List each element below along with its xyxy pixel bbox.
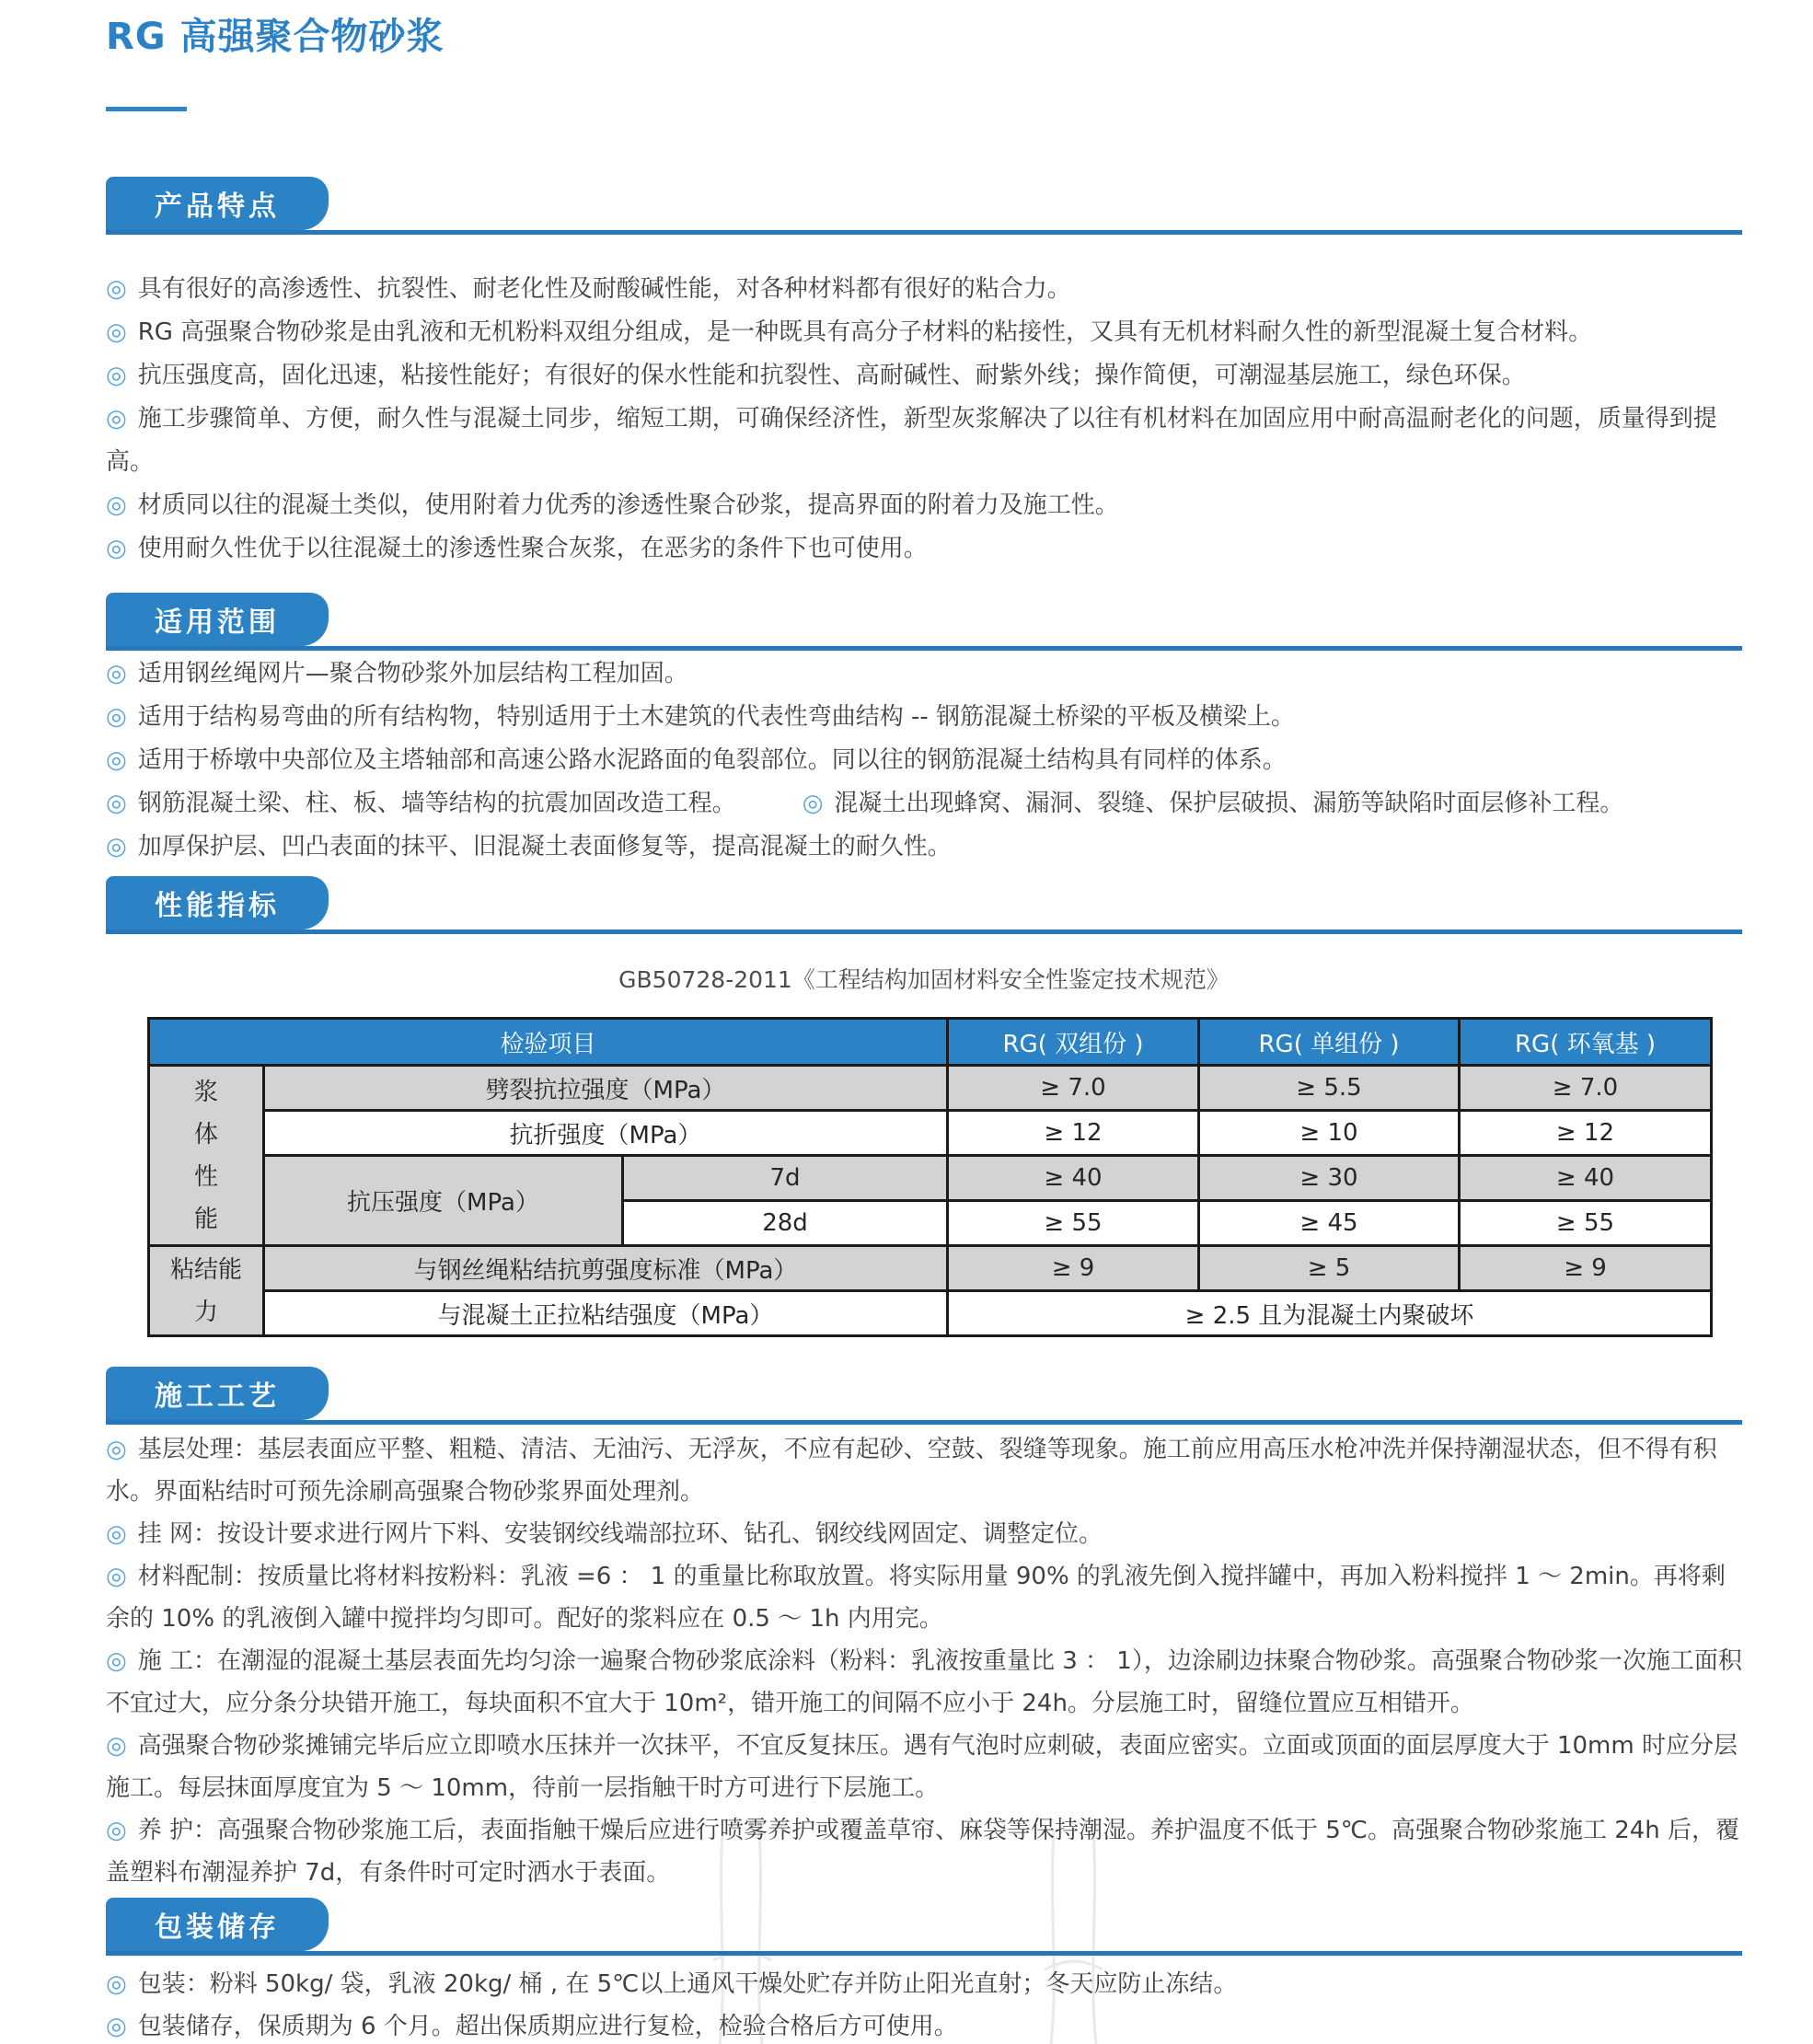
bullet-text: 材质同以往的混凝土类似，使用附着力优秀的渗透性聚合砂浆，提高界面的附着力及施工性。 xyxy=(137,491,1119,519)
section-packaging-storage xyxy=(106,1898,1742,2044)
section-header-application-scope xyxy=(106,593,1742,651)
table-cell-value: ≥ 7.0 xyxy=(1460,1066,1712,1111)
bullet-item xyxy=(106,739,1742,782)
bullet-icon: ◎ xyxy=(106,833,127,860)
table-cell-value: ≥ 12 xyxy=(948,1111,1199,1156)
bullet-icon: ◎ xyxy=(106,790,127,817)
group-label-text: 浆体性能 xyxy=(193,1078,218,1233)
section-title: 施工工艺 xyxy=(155,1380,280,1413)
table-cell-label: 劈裂抗拉强度（MPa） xyxy=(264,1066,948,1111)
table-cell-value: ≥ 9 xyxy=(948,1246,1199,1291)
group-label-paste-performance xyxy=(149,1066,264,1246)
bullet-icon: ◎ xyxy=(106,1436,127,1463)
table-header-row xyxy=(149,1019,1712,1066)
section-title: 包装储存 xyxy=(155,1911,280,1944)
bullet-item xyxy=(106,1428,1742,1513)
bullet-icon: ◎ xyxy=(106,275,127,303)
bullet-icon: ◎ xyxy=(106,318,127,346)
table-cell-label: 与混凝土正拉粘结强度（MPa） xyxy=(264,1291,948,1336)
section-header-packaging-storage xyxy=(106,1898,1742,1956)
bullet-icon: ◎ xyxy=(106,535,127,562)
bullet-item xyxy=(106,398,1742,484)
bullet-text: 抗压强度高，固化迅速，粘接性能好；有很好的保水性能和抗裂性、高耐碱性、耐紫外线；操作简便，可潮湿基层施工，绿色环保。 xyxy=(137,362,1526,389)
table-header-cell-item: 检验项目 xyxy=(149,1019,948,1066)
section-title: 性能指标 xyxy=(155,890,280,922)
bullet-item xyxy=(106,1513,1742,1555)
table-cell-value: ≥ 55 xyxy=(1460,1201,1712,1246)
table-cell-value: ≥ 55 xyxy=(948,1201,1199,1246)
bullet-icon: ◎ xyxy=(106,491,127,519)
bullet-icon: ◎ xyxy=(106,1732,127,1760)
table-cell-label: 与钢丝绳粘结抗剪强度标准（MPa） xyxy=(264,1246,948,1291)
bullet-text: 材料配制：按质量比将材料按粉料：乳液 =6 ： 1 的重量比称取放置。将实际用量 90% 的乳液先倒入搅拌罐中，再加入粉料搅拌 1 ～ 2min。再将剩余的 10% 的乳液倒入罐中搅拌均匀即可。配好的浆料应在 0.5 ～ 1h 内用完。 xyxy=(106,1563,1726,1633)
table-cell-value: ≥ 40 xyxy=(1460,1156,1712,1201)
table-row-flexural-strength xyxy=(149,1111,1712,1156)
table-cell-label-compressive: 抗压强度（MPa） xyxy=(264,1156,623,1246)
bullet-icon: ◎ xyxy=(106,405,127,433)
bullet-text: 包装：粉料 50kg/ 袋，乳液 20kg/ 桶 , 在 5℃以上通风干燥处贮存并防止阳光直射；冬天应防止冻结。 xyxy=(137,1970,1238,1998)
bullet-item xyxy=(106,826,1742,869)
table-header-cell-rg-epoxy: RG( 环氧基 ) xyxy=(1460,1019,1712,1066)
section-tab-packaging-storage xyxy=(106,1898,329,1951)
bullet-text: 使用耐久性优于以往混凝土的渗透性聚合灰浆，在恶劣的条件下也可使用。 xyxy=(137,535,928,562)
title-underline xyxy=(106,107,187,111)
table-cell-value: ≥ 10 xyxy=(1199,1111,1460,1156)
group-label-bonding-capacity xyxy=(149,1246,264,1336)
table-row-splitting-tensile xyxy=(149,1066,1712,1111)
section-performance-index xyxy=(106,876,1742,1337)
bullet-text: 基层处理：基层表面应平整、粗糙、清洁、无油污、无浮灰，不应有起砂、空鼓、裂缝等现象。施工前应用高压水枪冲洗并保持潮湿状态，但不得有积水。界面粘结时可预先涂刷高强聚合物砂浆界面处理剂。 xyxy=(106,1436,1717,1506)
bullet-icon: ◎ xyxy=(106,1817,127,1844)
table-cell-value: ≥ 12 xyxy=(1460,1111,1712,1156)
content-column xyxy=(106,0,1742,2044)
section-application-scope xyxy=(106,593,1742,869)
bullet-icon: ◎ xyxy=(106,1563,127,1590)
bullet-icon: ◎ xyxy=(106,703,127,731)
section-tab-construction-process xyxy=(106,1367,329,1420)
bullet-item xyxy=(106,1963,1742,2005)
table-row-shear-bond xyxy=(149,1246,1712,1291)
table-row-compressive-7d xyxy=(149,1156,1712,1201)
bullet-icon: ◎ xyxy=(106,660,127,687)
bullet-item xyxy=(106,268,1742,311)
section-title: 产品特点 xyxy=(155,191,280,223)
table-cell-value: ≥ 30 xyxy=(1199,1156,1460,1201)
performance-table xyxy=(147,1017,1713,1337)
bullet-icon: ◎ xyxy=(106,1970,127,1998)
table-caption: GB50728-2011《工程结构加固材料安全性鉴定技术规范》 xyxy=(618,966,1230,993)
section-construction-process xyxy=(106,1367,1742,1894)
bullet-item xyxy=(106,354,1742,398)
table-cell-label: 抗折强度（MPa） xyxy=(264,1111,948,1156)
bullet-text: 养 护：高强聚合物砂浆施工后，表面指触干燥后应进行喷雾养护或覆盖草帘、麻袋等保持潮湿。养护温度不低于 5℃。高强聚合物砂浆施工 24h 后，覆盖塑料布潮湿养护 7d，有条件时可定时洒水于表面。 xyxy=(106,1817,1740,1887)
bullet-text: 适用钢丝绳网片—聚合物砂浆外加层结构工程加固。 xyxy=(137,660,688,687)
table-cell-value: ≥ 45 xyxy=(1199,1201,1460,1246)
bullet-icon: ◎ xyxy=(106,1647,127,1675)
bullet-item xyxy=(106,696,1742,739)
section-tab-application-scope xyxy=(106,593,329,646)
bullet-icon: ◎ xyxy=(106,746,127,774)
bullet-list-packaging-storage xyxy=(106,1963,1742,2044)
bullet-text: 挂 网：按设计要求进行网片下料、安装钢绞线端部拉环、钻孔、钢绞线网固定、调整定位。 xyxy=(137,1520,1103,1548)
table-cell-sublabel: 28d xyxy=(623,1201,948,1246)
bullet-item xyxy=(106,2005,1742,2044)
bullet-item xyxy=(106,527,1742,571)
page-title: RG 高强聚合物砂浆 xyxy=(106,16,445,58)
section-tab-product-features xyxy=(106,177,329,230)
bullet-item xyxy=(106,1640,1742,1725)
bullet-item xyxy=(106,311,1742,354)
bullet-item xyxy=(106,484,1742,527)
bullet-list-product-features xyxy=(106,268,1742,571)
table-cell-value: ≥ 9 xyxy=(1460,1246,1712,1291)
bullet-icon: ◎ xyxy=(106,362,127,389)
bullet-text: 施工步骤简单、方便，耐久性与混凝土同步，缩短工期，可确保经济性，新型灰浆解决了以往有机材料在加固应用中耐高温耐老化的问题，质量得到提高。 xyxy=(106,405,1717,476)
table-header-cell-rg-one-part: RG( 单组份 ) xyxy=(1199,1019,1460,1066)
table-cell-value: ≥ 7.0 xyxy=(948,1066,1199,1111)
bullet-text: RG 高强聚合物砂浆是由乳液和无机粉料双组分组成，是一种既具有高分子材料的粘接性，又具有无机材料耐久性的新型混凝土复合材料。 xyxy=(137,318,1593,346)
bullet-list-construction-process xyxy=(106,1428,1742,1894)
bullet-item xyxy=(106,1809,1742,1894)
bullet-item-pair xyxy=(106,782,1742,826)
bullet-text: 具有很好的高渗透性、抗裂性、耐老化性及耐酸碱性能，对各种材料都有很好的粘合力。 xyxy=(137,275,1071,303)
bullet-text: 施 工：在潮湿的混凝土基层表面先均匀涂一遍聚合物砂浆底涂料（粉料：乳液按重量比 3 ： 1），边涂刷边抹聚合物砂浆。高强聚合物砂浆一次施工面积不宜过大，应分条分块错开施工，每块面积不宜大于 10m²，错开施工的间隔不应小于 24h。分层施工时，留缝位置应互相错开。 xyxy=(106,1647,1742,1717)
table-row-tensile-bond xyxy=(149,1291,1712,1336)
bullet-item xyxy=(106,1725,1742,1809)
table-cell-value: ≥ 5 xyxy=(1199,1246,1460,1291)
group-label-text: 粘结能力 xyxy=(169,1255,242,1326)
bullet-text: 适用于结构易弯曲的所有结构物，特别适用于土木建筑的代表性弯曲结构 -- 钢筋混凝土桥梁的平板及横梁上。 xyxy=(137,703,1295,731)
bullet-text: 适用于桥墩中央部位及主塔轴部和高速公路水泥路面的龟裂部位。同以往的钢筋混凝土结构具有同样的体系。 xyxy=(137,746,1287,774)
section-header-construction-process xyxy=(106,1367,1742,1425)
table-cell-sublabel: 7d xyxy=(623,1156,948,1201)
bullet-text: 加厚保护层、凹凸表面的抹平、旧混凝土表面修复等，提高混凝土的耐久性。 xyxy=(137,833,952,860)
bullet-text: 钢筋混凝土梁、柱、板、墙等结构的抗震加固改造工程。 xyxy=(137,790,736,817)
table-cell-value: ≥ 40 xyxy=(948,1156,1199,1201)
bullet-icon: ◎ xyxy=(802,790,824,817)
bullet-icon: ◎ xyxy=(106,1520,127,1548)
bullet-text: 高强聚合物砂浆摊铺完毕后应立即喷水压抹并一次抹平，不宜反复抹压。遇有气泡时应刺破，表面应密实。立面或顶面的面层厚度大于 10mm 时应分层施工。每层抹面厚度宜为 5 ～ 10mm，待前一层指触干时方可进行下层施工。 xyxy=(106,1732,1738,1802)
bullet-text: 包装储存，保质期为 6 个月。超出保质期应进行复检，检验合格后方可使用。 xyxy=(137,2013,958,2040)
bullet-icon: ◎ xyxy=(106,2013,127,2040)
section-product-features xyxy=(106,177,1742,571)
section-header-product-features xyxy=(106,177,1742,235)
bullet-list-application-scope xyxy=(106,652,1742,869)
table-cell-value-span: ≥ 2.5 且为混凝土内聚破坏 xyxy=(948,1291,1712,1336)
bullet-item xyxy=(106,1555,1742,1640)
table-cell-value: ≥ 5.5 xyxy=(1199,1066,1460,1111)
bullet-item xyxy=(106,652,1742,696)
section-header-performance-index xyxy=(106,876,1742,934)
bullet-text: 混凝土出现蜂窝、漏洞、裂缝、保护层破损、漏筋等缺陷时面层修补工程。 xyxy=(834,790,1624,817)
table-header-cell-rg-two-part: RG( 双组份 ) xyxy=(948,1019,1199,1066)
section-title: 适用范围 xyxy=(155,606,280,639)
section-tab-performance-index xyxy=(106,876,329,930)
